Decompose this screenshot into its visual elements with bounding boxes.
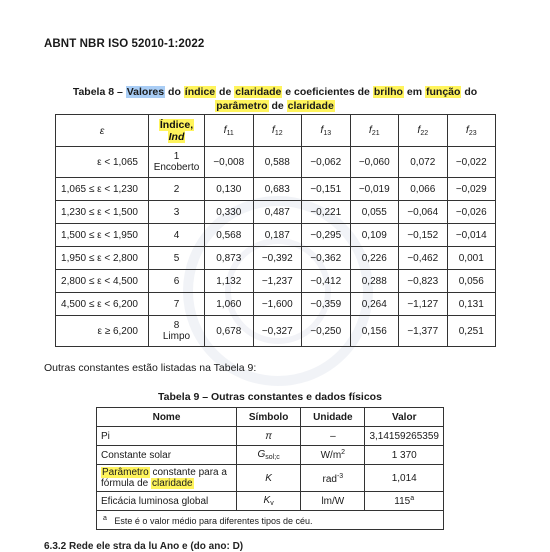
header-f-symbol: f [417, 124, 421, 136]
index-cell: 6 [149, 270, 205, 293]
highlight-claridade-t9: claridade [152, 478, 193, 489]
value-cell: −0,060 [350, 147, 399, 178]
highlight-parametro-t9: Parâmetro [102, 467, 149, 478]
table8-caption [54, 85, 496, 113]
value-cell: −1,237 [253, 270, 302, 293]
table-row [97, 427, 444, 446]
header-f23-sub: 23 [468, 130, 477, 137]
value-cell: −0,392 [253, 247, 302, 270]
document-header: ABNT NBR ISO 52010-1:2022 [44, 38, 205, 50]
value-cell: −0,019 [350, 178, 399, 201]
unit-main: rad [322, 474, 337, 485]
value-cell: 0,131 [447, 293, 496, 316]
table8-clearness-index [55, 114, 496, 347]
table-row [97, 492, 444, 511]
value-cell: −0,412 [302, 270, 351, 293]
value-cell: 0,683 [253, 178, 302, 201]
epsilon-range: ε ≥ 6,200 [56, 316, 149, 347]
value-cell: 0,251 [447, 316, 496, 347]
value-cell: 0,873 [205, 247, 254, 270]
value-cell: 0,330 [205, 201, 254, 224]
value-cell: 0,226 [350, 247, 399, 270]
symbol-main: K [263, 495, 271, 506]
value-cell: −0,362 [302, 247, 351, 270]
index-cell: 2 [149, 178, 205, 201]
header-f21-sub: 21 [371, 130, 380, 137]
header-f-symbol: f [465, 124, 469, 136]
value-cell: −0,026 [447, 201, 496, 224]
index-cell: 7 [149, 293, 205, 316]
constant-name [97, 465, 237, 492]
index-label: Encoberto [153, 162, 200, 173]
header-epsilon: ε [56, 115, 149, 147]
constant-name: Eficácia luminosa global [97, 492, 237, 511]
table-row [56, 201, 496, 224]
value-cell: −0,359 [302, 293, 351, 316]
constant-unit: lm/W [301, 492, 365, 511]
table-row [56, 293, 496, 316]
highlight-funcao: função [426, 86, 461, 98]
header-f13-sub: 13 [323, 130, 332, 137]
next-section-heading-cut: 6.3.2 Rede ele stra da lu Ano e (do ano: D) [44, 541, 244, 552]
value-cell: 1,060 [205, 293, 254, 316]
table-row [56, 270, 496, 293]
value-cell: −0,151 [302, 178, 351, 201]
table-row [56, 247, 496, 270]
footnote-text: Este é o valor médio para diferentes tipos de céu. [114, 515, 313, 526]
value-footnote-mark: a [410, 495, 415, 502]
value-cell: −0,008 [205, 147, 254, 178]
index-cell: 5 [149, 247, 205, 270]
epsilon-range: 4,500 ≤ ε < 6,200 [56, 293, 149, 316]
table9-constants [96, 407, 444, 530]
symbol-sub: v [270, 500, 274, 507]
epsilon-range: 2,800 ≤ ε < 4,500 [56, 270, 149, 293]
name-text: constante para a [149, 467, 227, 478]
caption-text: de [268, 100, 287, 112]
symbol-sub: sol;c [265, 454, 280, 461]
body-text: Outras constantes estão listadas na Tabela 9: [44, 362, 257, 374]
header-f11-sub: 11 [226, 130, 234, 137]
constant-value: 1 370 [365, 446, 444, 465]
index-number: 8 [173, 320, 180, 331]
unit-sup: -3 [336, 473, 344, 480]
value-cell: −0,250 [302, 316, 351, 347]
highlight-valores: Valores [126, 86, 165, 98]
table-row [56, 224, 496, 247]
table-row [97, 446, 444, 465]
constant-unit [301, 446, 365, 465]
value-cell: 0,678 [205, 316, 254, 347]
caption-text: em [403, 86, 425, 98]
index-cell: 4 [149, 224, 205, 247]
constant-name: Pi [97, 427, 237, 446]
highlight-indice: índice [184, 86, 216, 98]
value-cell: 0,072 [399, 147, 448, 178]
header-f21 [350, 115, 399, 147]
value-cell: −0,462 [399, 247, 448, 270]
epsilon-range: 1,500 ≤ ε < 1,950 [56, 224, 149, 247]
caption-text: do [461, 86, 478, 98]
index-cell [149, 147, 205, 178]
value-cell: −1,127 [399, 293, 448, 316]
highlight-brilho: brilho [373, 86, 403, 98]
value-cell: −0,823 [399, 270, 448, 293]
table9-caption: Tabela 9 – Outras constantes e dados físicos [158, 391, 382, 403]
caption-text: do [165, 86, 184, 98]
header-valor: Valor [365, 408, 444, 427]
constant-symbol [237, 446, 301, 465]
value-cell: 0,001 [447, 247, 496, 270]
header-f22 [399, 115, 448, 147]
value-cell: −0,221 [302, 201, 351, 224]
value-cell: 0,066 [399, 178, 448, 201]
footnote-mark: a [103, 514, 107, 522]
epsilon-range: 1,230 ≤ ε < 1,500 [56, 201, 149, 224]
value-cell: −0,014 [447, 224, 496, 247]
value-cell: −0,029 [447, 178, 496, 201]
table9-footnote [97, 511, 444, 530]
header-index-label: Índice, [159, 118, 194, 131]
header-simbolo: Símbolo [237, 408, 301, 427]
name-text: fórmula de [101, 478, 152, 489]
caption-text: de [216, 86, 235, 98]
table-row [56, 316, 496, 347]
value-cell: 0,055 [350, 201, 399, 224]
value-cell: −1,377 [399, 316, 448, 347]
header-index [149, 115, 205, 147]
header-f22-sub: 22 [420, 130, 429, 137]
value-cell: 0,588 [253, 147, 302, 178]
table-row [56, 147, 496, 178]
constant-value [365, 492, 444, 511]
value-cell: −0,064 [399, 201, 448, 224]
epsilon-range: 1,065 ≤ ε < 1,230 [56, 178, 149, 201]
value-cell: 0,109 [350, 224, 399, 247]
highlight-claridade: claridade [235, 86, 282, 98]
header-f-symbol: f [271, 124, 275, 136]
symbol-main: G [257, 449, 266, 460]
header-f-symbol: f [368, 124, 372, 136]
header-f-symbol: f [320, 124, 324, 136]
constant-symbol [237, 492, 301, 511]
value-cell: −0,295 [302, 224, 351, 247]
table9-note-row [97, 511, 444, 530]
header-f23 [447, 115, 496, 147]
header-f11 [205, 115, 254, 147]
value-cell: −0,022 [447, 147, 496, 178]
constant-name: Constante solar [97, 446, 237, 465]
constant-symbol: π [237, 427, 301, 446]
value-cell: 0,568 [205, 224, 254, 247]
highlight-parametro: parâmetro [216, 100, 268, 112]
table-row [56, 178, 496, 201]
value-cell: −1,600 [253, 293, 302, 316]
caption-prefix: Tabela 8 – [72, 86, 126, 98]
value-cell: 0,156 [350, 316, 399, 347]
constant-value: 3,14159265359 [365, 427, 444, 446]
constant-symbol: K [237, 465, 301, 492]
unit-main: W/m [320, 450, 342, 461]
constant-value: 1,014 [365, 465, 444, 492]
value-cell: 0,056 [447, 270, 496, 293]
table8-header-row [56, 115, 496, 147]
epsilon-range: ε < 1,065 [56, 147, 149, 178]
constant-unit [301, 465, 365, 492]
header-f-symbol: f [223, 124, 227, 136]
header-unidade: Unidade [301, 408, 365, 427]
unit-sup: 2 [341, 449, 346, 456]
value-cell: 0,288 [350, 270, 399, 293]
value-cell: −0,327 [253, 316, 302, 347]
header-index-symbol: Ind [168, 130, 185, 143]
value-main: 115 [394, 496, 411, 507]
index-number: 1 [173, 151, 180, 162]
value-cell: 0,487 [253, 201, 302, 224]
index-cell: 3 [149, 201, 205, 224]
caption-text: e coeficientes de [282, 86, 373, 98]
value-cell: 1,132 [205, 270, 254, 293]
index-label: Limpo [162, 331, 191, 342]
value-cell: 0,130 [205, 178, 254, 201]
header-nome: Nome [97, 408, 237, 427]
table9-header-row [97, 408, 444, 427]
table-row [97, 465, 444, 492]
value-cell: 0,187 [253, 224, 302, 247]
constant-unit: – [301, 427, 365, 446]
highlight-claridade-2: claridade [287, 100, 334, 112]
header-f12 [253, 115, 302, 147]
epsilon-range: 1,950 ≤ ε < 2,800 [56, 247, 149, 270]
index-cell [149, 316, 205, 347]
header-f12-sub: 12 [274, 130, 283, 137]
value-cell: −0,062 [302, 147, 351, 178]
value-cell: 0,264 [350, 293, 399, 316]
value-cell: −0,152 [399, 224, 448, 247]
header-f13 [302, 115, 351, 147]
